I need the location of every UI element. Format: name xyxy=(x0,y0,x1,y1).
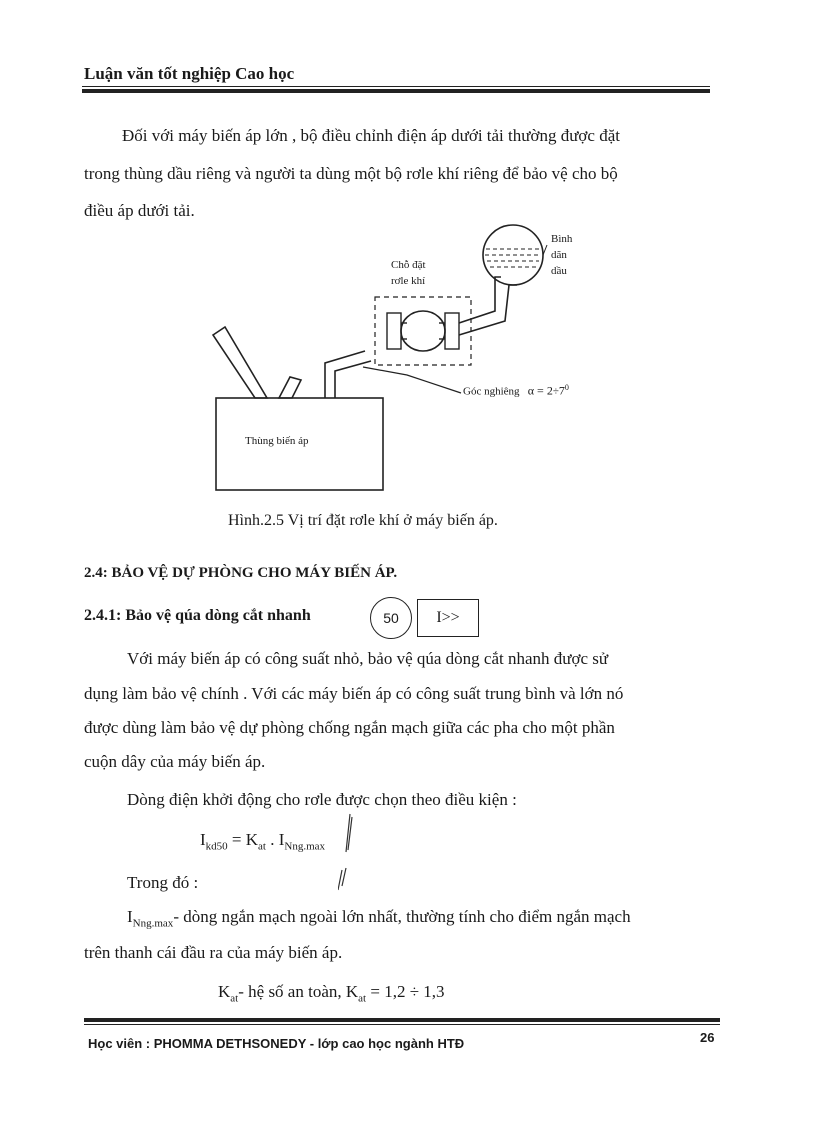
intro-line-1: Đối với máy biến áp lớn , bộ điều chỉnh điện áp dưới tải thường được đặt xyxy=(122,126,620,145)
relay-code-circle: 50 xyxy=(370,597,412,639)
label-conservator-2: dãn xyxy=(551,249,567,261)
footer-author: Học viên : PHOMMA DETHSONEDY - lớp cao học ngành HTĐ xyxy=(88,1036,465,1051)
left-bushing xyxy=(213,327,267,398)
intro-line-3: điều áp dưới tải. xyxy=(84,201,195,220)
formula-kd-sub: kd50 xyxy=(205,840,228,853)
def1-i: I xyxy=(127,907,133,926)
figure-caption: Hình.2.5 Vị trí đặt rơle khí ở máy biến áp. xyxy=(228,512,498,529)
para2-line-1: Với máy biến áp có công suất nhỏ, bảo vệ qúa dòng cắt nhanh được sử xyxy=(127,649,609,668)
def2-value: = 1,2 ÷ 1,3 xyxy=(366,982,445,1001)
section-heading-2-4: 2.4: BẢO VỆ DỰ PHÒNG CHO MÁY BIẾN ÁP. xyxy=(84,565,398,581)
relay-symbol-box: I>> xyxy=(417,599,479,637)
footer-rule-thick xyxy=(84,1018,720,1022)
label-tilt-angle-text: Góc nghiêng xyxy=(463,385,520,398)
label-relay-location-2: rơle khí xyxy=(391,275,426,287)
def1-text: - dòng ngắn mạch ngoài lớn nhất, thường tính cho điểm ngắn mạch xyxy=(173,907,631,926)
angle-end: 7 xyxy=(558,383,565,398)
def1-sub: Nng.max xyxy=(132,917,174,930)
formula-i: I xyxy=(200,830,206,849)
para2-line-2: dụng làm bảo vệ chính . Với các máy biến áp có công suất trung bình và lớn nó xyxy=(84,684,624,703)
definition-inng-max-cont: trên thanh cái đầu ra của máy biến áp. xyxy=(84,943,343,962)
angle-degree: 0 xyxy=(564,383,569,392)
relay-location-diagram xyxy=(195,215,615,505)
definition-inng-max xyxy=(127,907,631,929)
def2-text: - hệ số an toàn, K xyxy=(238,982,359,1001)
where-label: Trong đó : xyxy=(127,873,199,892)
page-number: 26 xyxy=(700,1030,715,1045)
handwritten-marks xyxy=(338,812,362,892)
angle-pointer xyxy=(363,367,461,393)
angle-formula: α = 2 xyxy=(527,383,553,398)
def2-sub2: at xyxy=(358,992,367,1005)
label-relay-location-1: Chỗ đặt xyxy=(391,259,426,271)
label-tilt-angle xyxy=(463,383,569,399)
para2-line-3: được dùng làm bảo vệ dự phòng chống ngắn mạch giữa các pha cho một phần xyxy=(84,718,615,737)
footer-rule-thin xyxy=(84,1024,720,1025)
formula-dot: . I xyxy=(266,830,285,849)
formula-nng-sub: Nng.max xyxy=(284,840,326,853)
running-header-title: Luận văn tốt nghiệp Cao học xyxy=(84,64,295,83)
def2-k: K xyxy=(218,982,231,1001)
gas-relay xyxy=(401,311,445,351)
formula-kd50 xyxy=(200,830,325,852)
para2-line-4: cuộn dây của máy biến áp. xyxy=(84,752,266,771)
label-conservator-1: Bình xyxy=(551,233,573,245)
label-conservator-3: dầu xyxy=(551,265,567,277)
header-rule-thin xyxy=(82,86,710,87)
label-transformer-tank: Thùng biến áp xyxy=(245,435,309,447)
right-bushing xyxy=(279,377,301,398)
header-rule-thick xyxy=(82,89,710,93)
relay-location-box xyxy=(375,297,471,365)
subsection-heading-2-4-1: 2.4.1: Bảo vệ qúa dòng cắt nhanh xyxy=(84,607,311,624)
formula-eq: = K xyxy=(227,830,259,849)
def2-sub: at xyxy=(230,992,239,1005)
intro-line-2: trong thùng dầu riêng và người ta dùng một bộ rơle khí riêng để bảo vệ cho bộ xyxy=(84,164,618,183)
definition-kat xyxy=(218,982,445,1004)
para3: Dòng điện khởi động cho rơle được chọn theo điều kiện : xyxy=(127,790,517,809)
formula-at-sub: at xyxy=(258,840,266,853)
angle-sep: ÷ xyxy=(552,385,559,398)
